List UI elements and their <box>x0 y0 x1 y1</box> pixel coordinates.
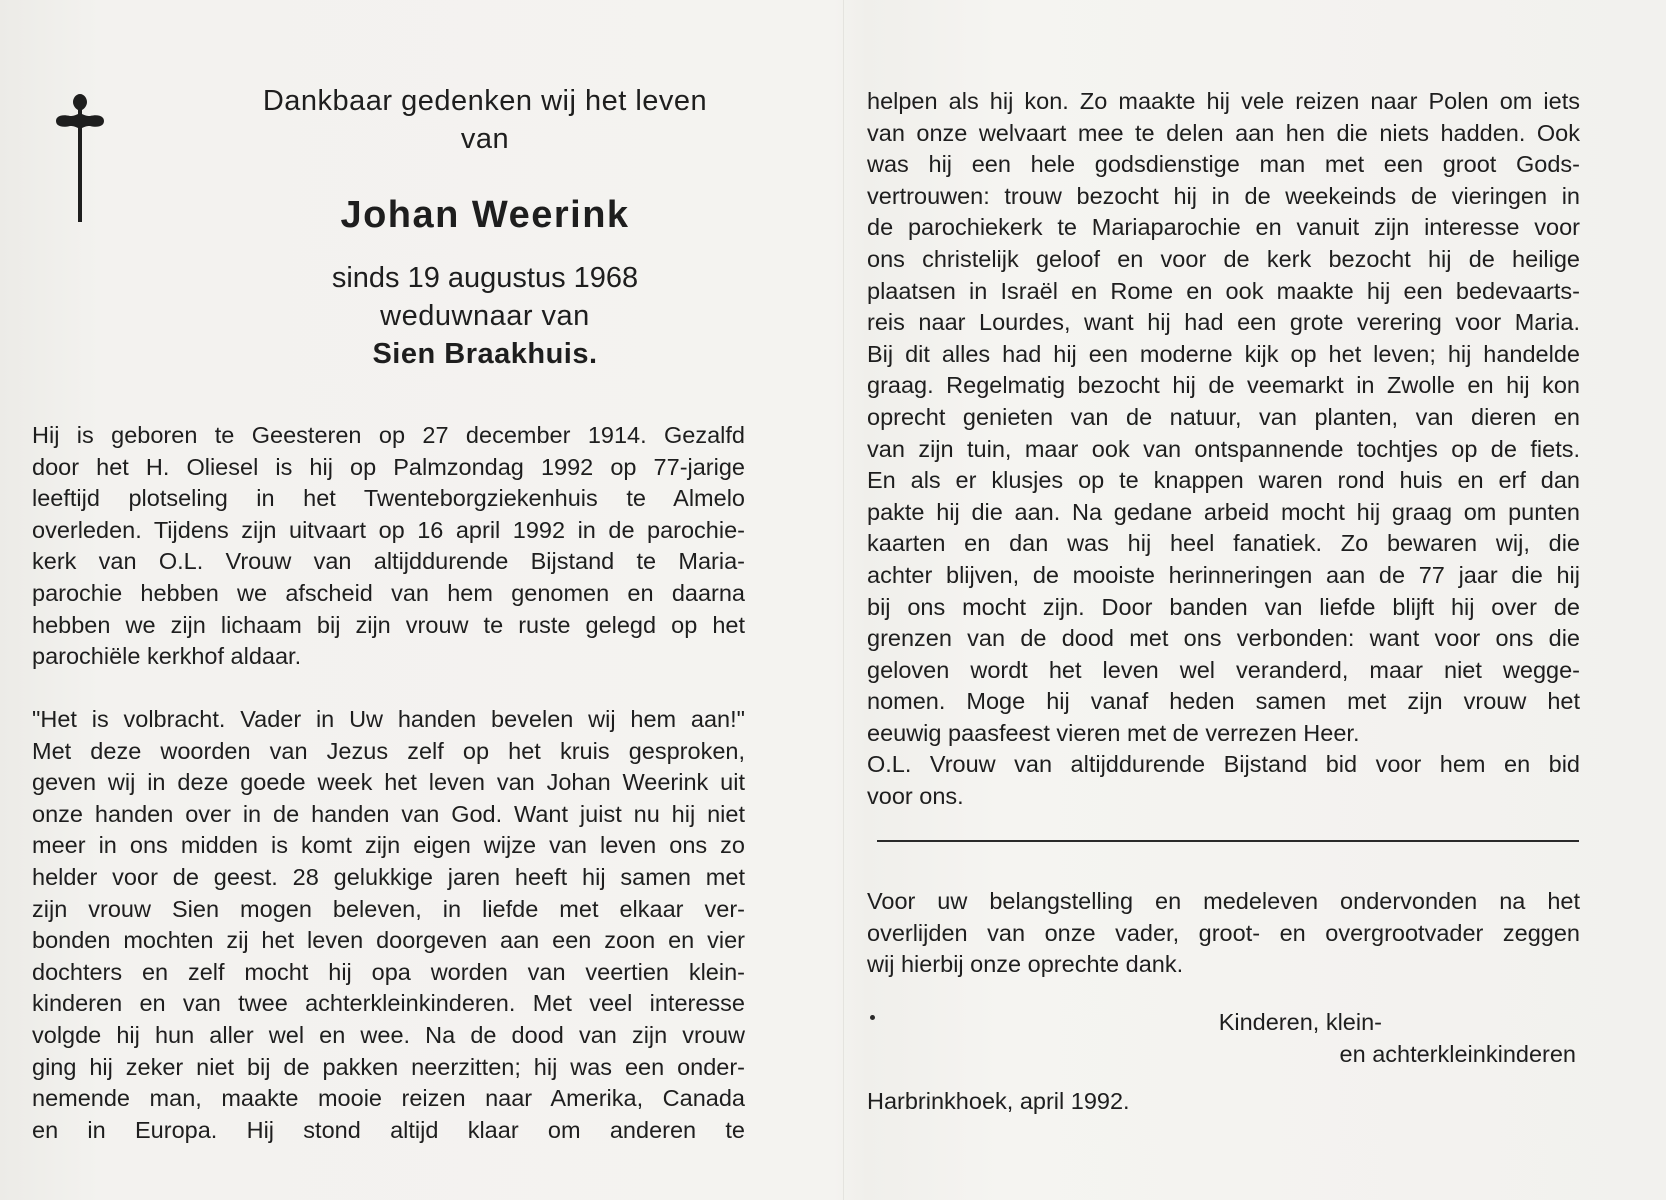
text-line: ons christelijk geloof en voor de kerk bezocht hij de heilige <box>867 245 1580 272</box>
text-line: bij ons mocht zijn. Door banden van liefde blijft hij over de <box>867 593 1580 620</box>
widower-label: weduwnaar van <box>380 300 590 332</box>
text-line: door het H. Oliesel is hij op Palmzondag 1992 op 77-jarige <box>32 453 745 480</box>
signature-block <box>1076 1007 1576 1070</box>
deceased-name: Johan Weerink <box>340 194 630 236</box>
spouse-name: Sien Braakhuis. <box>372 338 598 370</box>
place-date: Harbrinkhoek, april 1992. <box>867 1088 1130 1114</box>
text-line: graag. Regelmatig bezocht hij de veemarkt in Zwolle en hij kon <box>867 372 1580 399</box>
text-line: helder voor de geest. 28 gelukkige jaren heeft hij samen met <box>32 863 745 890</box>
text-line: overleden. Tijdens zijn uitvaart op 16 april 1992 in de parochie- <box>32 516 745 543</box>
text-line: O.L. Vrouw van altijddurende Bijstand bid voor hem en bid <box>867 751 1580 778</box>
text-line: nomen. Moge hij vanaf heden samen met zijn vrouw het <box>867 688 1580 715</box>
text-line: was hij een hele godsdienstige man met een groot Gods- <box>867 151 1580 178</box>
text-line: volgde hij hun aller wel en wee. Na de dood van zijn vrouw <box>32 1021 745 1048</box>
text-line: zijn vrouw Sien mogen beleven, in liefde met elkaar ver- <box>32 895 745 922</box>
text-line: hebben we zijn lichaam bij zijn vrouw te ruste gelegd op het <box>32 611 745 638</box>
text-line: leeftijd plotseling in het Twenteborgziekenhuis te Almelo <box>32 485 745 512</box>
text-line: wij hierbij onze oprechte dank. <box>867 951 1184 978</box>
text-line: voor ons. <box>867 783 964 810</box>
text-line: nemende man, maakte mooie reizen naar Amerika, Canada <box>32 1085 745 1112</box>
text-line: geven wij in deze goede week het leven van Johan Weerink uit <box>32 769 745 796</box>
text-line: ging hij zeker niet bij de pakken neerzitten; hij was een onder- <box>32 1053 745 1080</box>
text-line: de parochiekerk te Mariaparochie en vanuit zijn interesse voor <box>867 214 1580 241</box>
text-line: En als er klusjes op te knappen waren rond huis en erf dan <box>867 467 1580 494</box>
text-line: overlijden van onze vader, groot- en overgrootvader zeggen <box>867 919 1580 946</box>
text-line: Hij is geboren te Geesteren op 27 december 1914. Gezalfd <box>32 422 745 448</box>
biography-paragraph-1 <box>32 420 745 673</box>
text-line: meer in ons midden is komt zijn eigen wijze van leven ons zo <box>32 832 745 859</box>
intro-line: Dankbaar gedenken wij het leven <box>262 85 708 117</box>
text-line: van onze welvaart mee te delen aan hen die niets hadden. Ook <box>867 119 1580 146</box>
text-line: helpen als hij kon. Zo maakte hij vele reizen naar Polen om iets <box>867 88 1580 114</box>
text-line: achter blijven, de mooiste herinneringen aan de 77 jaar die hij <box>867 561 1580 588</box>
text-line: "Het is volbracht. Vader in Uw handen bevelen wij hem aan!" <box>32 706 745 732</box>
text-line: pakte hij die aan. Na gedane arbeid mocht hij graag om punten <box>867 498 1580 525</box>
divider-line <box>877 840 1579 842</box>
text-line: geloven wordt het leven wel veranderd, maar niet wegge- <box>867 656 1580 683</box>
text-line: kerk van O.L. Vrouw van altijddurende Bijstand te Maria- <box>32 548 745 575</box>
text-line: Bij dit alles had hij een moderne kijk op het leven; hij handelde <box>867 340 1580 367</box>
text-line: oprecht genieten van de natuur, van planten, van dieren en <box>867 403 1580 430</box>
signature-line: en achterkleinkinderen <box>1339 1040 1576 1067</box>
text-line: kinderen en van twee achterkleinkinderen. Met veel interesse <box>32 990 745 1017</box>
text-line: Met deze woorden van Jezus zelf op het kruis gesproken, <box>32 737 745 764</box>
text-line: Voor uw belangstelling en medeleven ondervonden na het <box>867 888 1580 914</box>
text-line: grenzen van de dood met ons verbonden: want voor ons die <box>867 625 1580 652</box>
card-header <box>200 82 770 373</box>
signature-line: Kinderen, klein- <box>1218 1009 1382 1035</box>
text-line: vertrouwen: trouw bezocht hij in de weekeinds de vieringen in <box>867 182 1580 209</box>
text-line: parochiële kerkhof aldaar. <box>32 643 302 670</box>
text-line: van zijn tuin, maar ook van ontspannende tochtjes op de fiets. <box>867 435 1580 462</box>
text-line: bonden mochten zij het leven doorgeven aan een zoon en vier <box>32 927 745 954</box>
text-line: onze handen over in de handen van God. Want juist nu hij niet <box>32 800 745 827</box>
text-line: eeuwig paasfeest vieren met de verrezen Heer. <box>867 719 1360 746</box>
bullet-dot <box>870 1015 875 1020</box>
text-line: kaarten en dan was hij heel fanatiek. Zo bewaren wij, die <box>867 530 1580 557</box>
text-line: en in Europa. Hij stond altijd klaar om anderen te <box>32 1116 745 1143</box>
widower-since: sinds 19 augustus 1968 <box>331 262 639 294</box>
text-line: reis naar Lourdes, want hij had een grote verering voor Maria. <box>867 309 1580 336</box>
cross-icon <box>52 90 108 230</box>
biography-paragraph-2 <box>32 704 745 1146</box>
intro-line-van: van <box>460 123 510 155</box>
thanks-paragraph <box>867 886 1580 981</box>
text-line: plaatsen in Israël en Rome en ook maakte hij een bedevaarts- <box>867 277 1580 304</box>
text-line: parochie hebben we afscheid van hem genomen en daarna <box>32 579 745 606</box>
text-line: dochters en zelf mocht hij opa worden van veertien klein- <box>32 958 745 985</box>
biography-continued <box>867 86 1580 813</box>
fold-line <box>843 0 844 1200</box>
